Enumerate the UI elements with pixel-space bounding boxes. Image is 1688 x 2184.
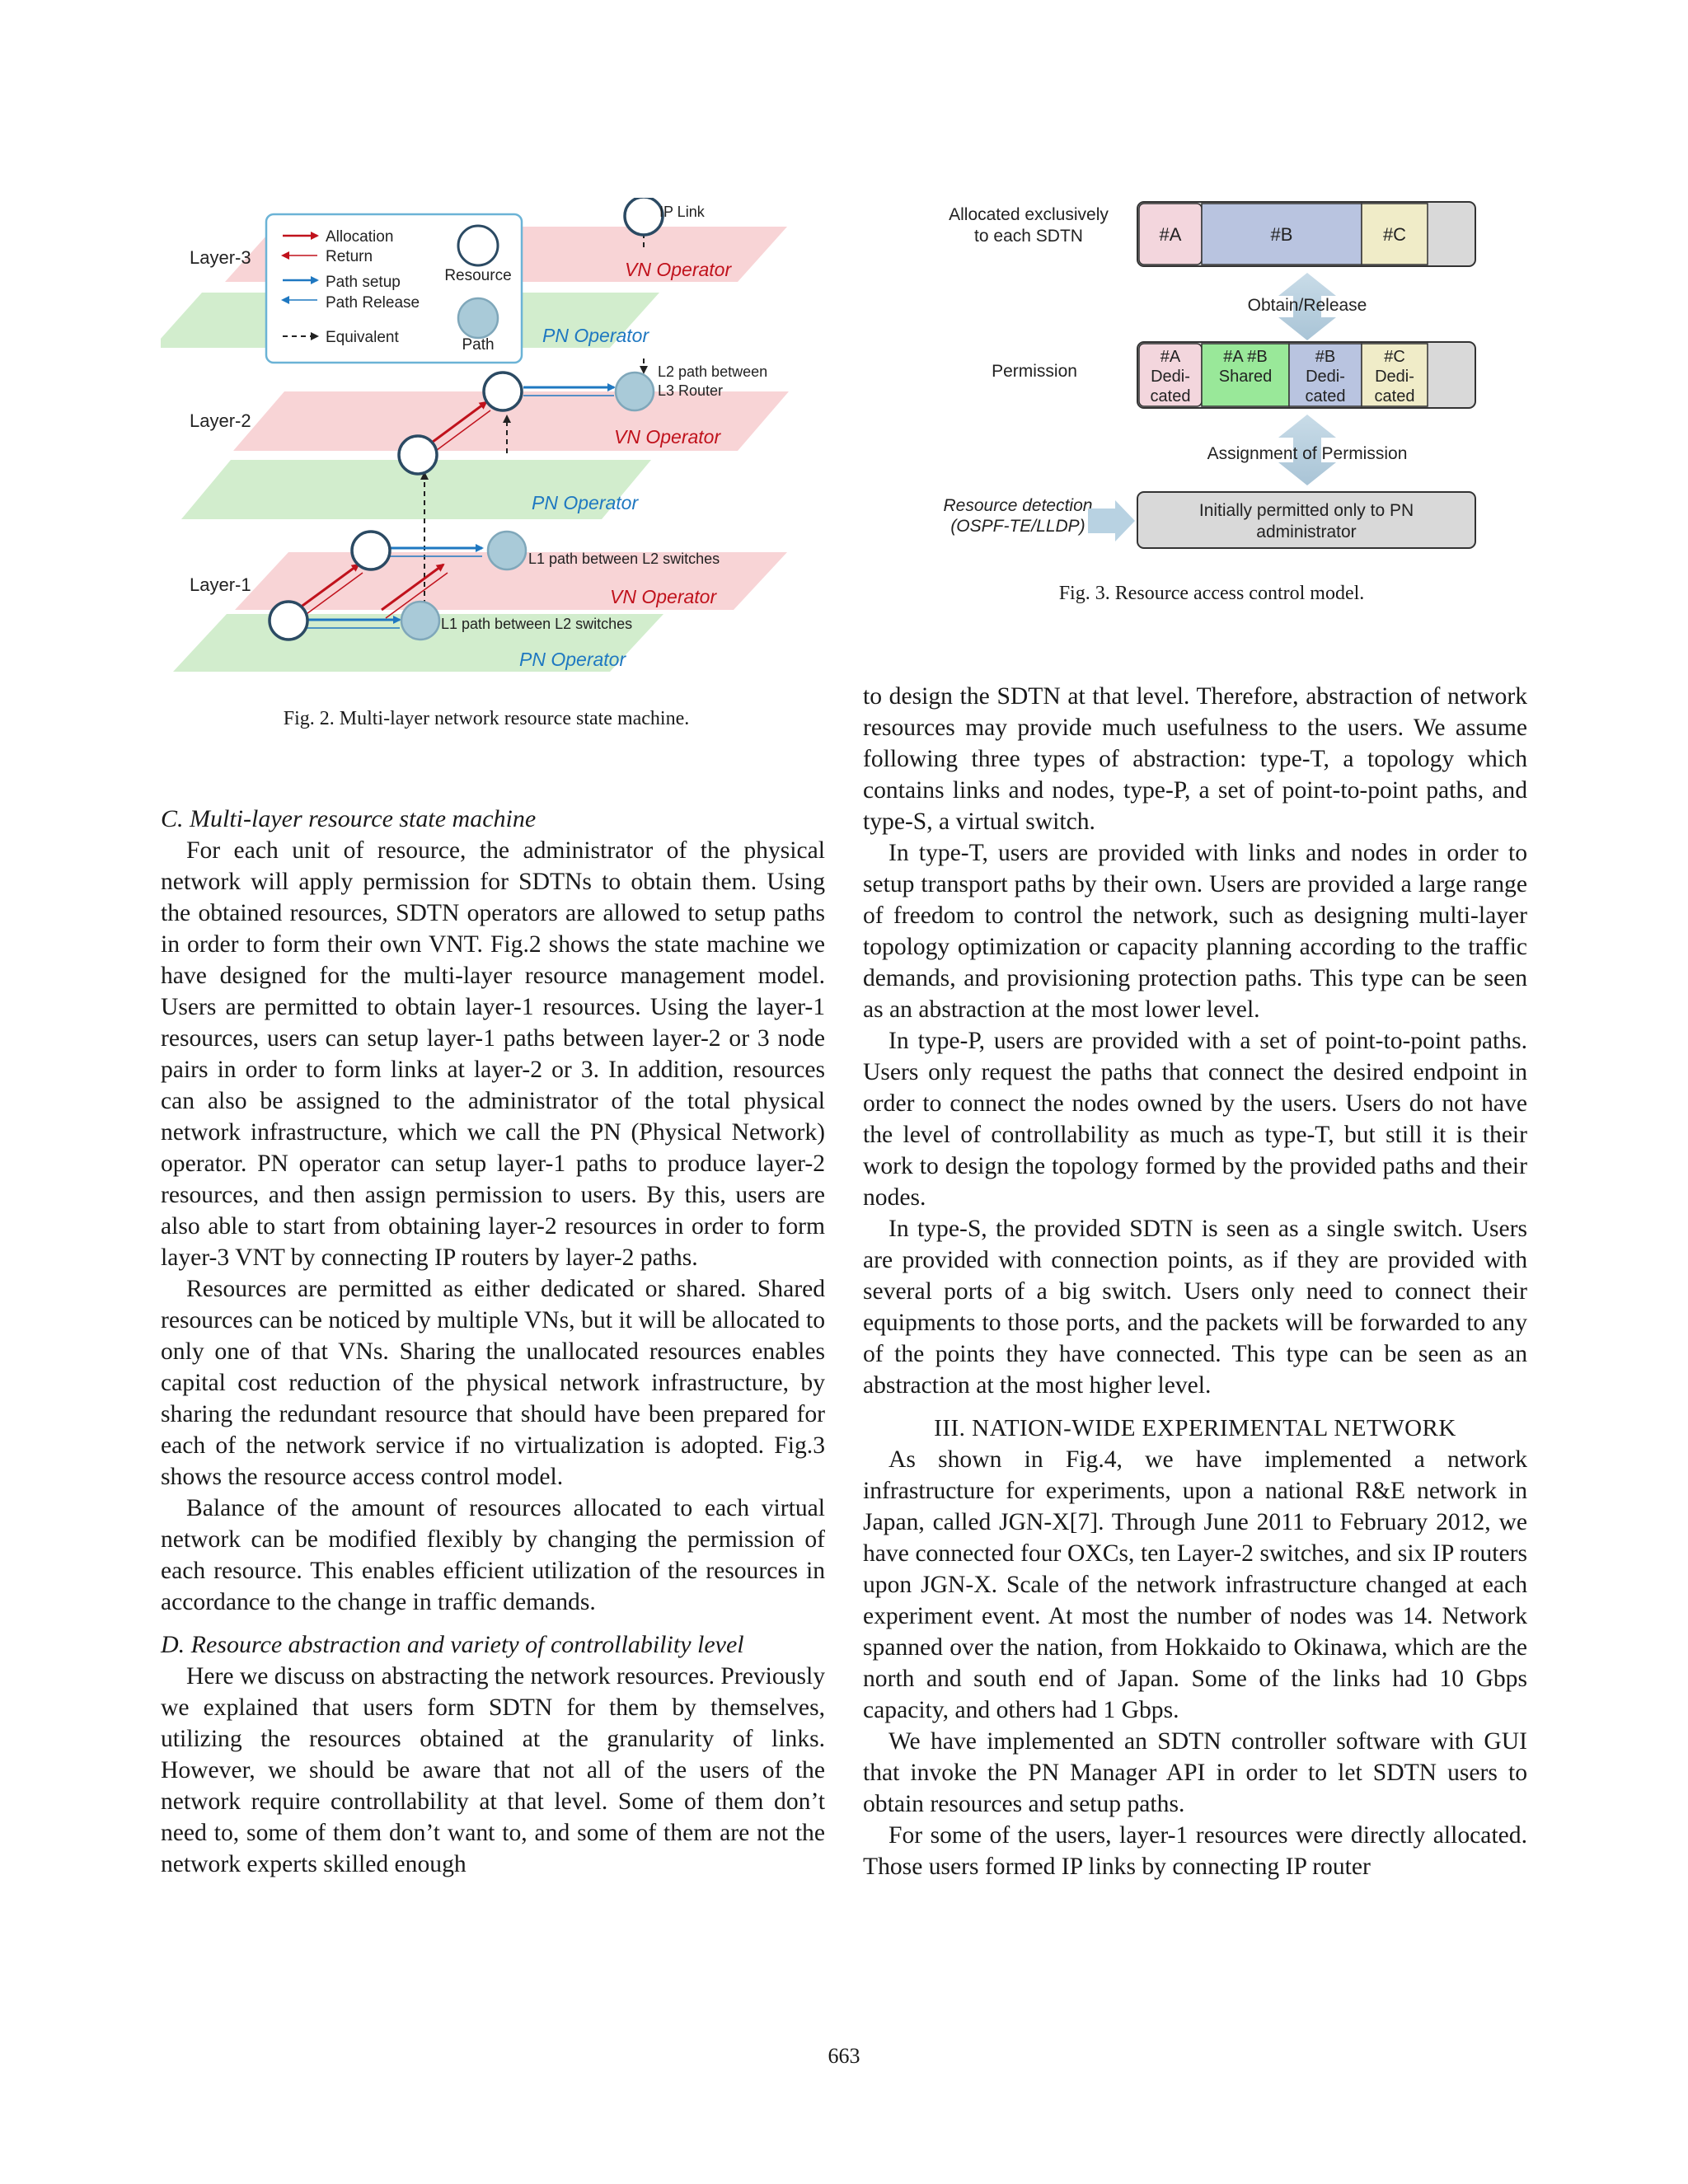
legend-equivalent: Equivalent	[326, 329, 399, 346]
permission-label: Permission	[992, 362, 1077, 381]
perm-b-line3: cated	[1305, 387, 1346, 405]
vn-operator-layer1: VN Operator	[610, 586, 717, 607]
right-paragraph-3: In type-S, the provided SDTN is seen as a single switch. Users are provided with connection points, as if they are provided with several ports of a big switch. Users only need to connect their equipments to those ports, and the packets will be forwarded to any of the points they have connected. This type can be seen as an abstraction at the most higher level.	[863, 1216, 1527, 1399]
alloc-label-1: Allocated exclusively	[949, 205, 1109, 224]
left-column	[161, 804, 825, 1880]
perm-b-line2: Dedi-	[1306, 368, 1345, 386]
assignment-label: Assignment of Permission	[1207, 444, 1408, 463]
right-paragraph-5: We have implemented an SDTN controller software with GUI that invoke the PN Manager API in order to let SDTN users to obtain resources and setup paths.	[863, 1728, 1527, 1817]
perm-ab-line1: #A #B	[1223, 348, 1268, 366]
perm-b-line1: #B	[1315, 348, 1336, 366]
alloc-a-label: #A	[1159, 224, 1182, 245]
l2-path-node	[616, 373, 654, 410]
right-column	[863, 681, 1527, 1882]
section-iii-heading: III. NATION-WIDE EXPERIMENTAL NETWORK	[934, 1415, 1456, 1441]
left-paragraph-1: For each unit of resource, the administrator of the physical network will apply permission for SDTNs to obtain them. Using the obtained resources, SDTN operators are allowed to setup paths in order to form their own VNT. Fig.2 shows the state machine we have designed for the multi-layer resource management model. Users are permitted to obtain layer-1 resources. Using the layer-1 resources, users can setup layer-1 paths between layer-2 or 3 node pairs in order to form links at layer-2 or 3. In addition, resources can also be assigned to the administrator of the total physical network infrastructure, which we call the PN (Physical Network) operator. PN operator can setup layer-1 paths to produce layer-2 resources, and then assign permission to users. By this, users are also able to start from obtaining layer-2 resources in order to form layer-3 VNT by connecting IP routers by layer-2 paths.	[161, 837, 825, 1271]
legend-resource: Resource	[444, 267, 512, 284]
left-paragraph-2: Resources are permitted as either dedicated or shared. Shared resources can be noticed by multiple VNs, but it will be allocated to only one of that VNs. Sharing the unallocated resources enables capital cost reduction of the physical network infrastructure, by sharing the redundant resource that should have been prepared for each of the network service if no virtualization is adopted. Fig.3 shows the resource access control model.	[161, 1276, 825, 1490]
ip-link-label: IP Link	[659, 204, 705, 220]
perm-a-line3: cated	[1150, 387, 1191, 405]
initial-line2: administrator	[1256, 523, 1357, 541]
perm-a-line1: #A	[1160, 348, 1181, 366]
obtain-release-label: Obtain/Release	[1247, 296, 1367, 315]
left-paragraph-3: Balance of the amount of resources allocated to each virtual network can be modified flexibly by changing the permission of each resource. This enables efficient utilization of the resources in accordance to the change in traffic demands.	[161, 1495, 825, 1615]
pn-operator-layer2: PN Operator	[532, 492, 639, 513]
alloc-c-label: #C	[1382, 224, 1407, 245]
layer1-label: Layer-1	[190, 574, 251, 595]
detect-label-1: Resource detection	[943, 496, 1093, 515]
fig2-caption: Fig. 2. Multi-layer network resource state machine.	[283, 708, 690, 729]
right-paragraph-1: In type-T, users are provided with links and nodes in order to setup transport paths by their own. Users are provided a large range of freedom to control the network, such as designing multi-layer topology optimization or capacity planning according to the traffic demands, and provisioning protection paths. This type can be seen as an abstraction at the most lower level.	[863, 840, 1527, 1023]
initial-line1: Initially permitted only to PN	[1198, 501, 1414, 520]
layer2-node-top	[484, 373, 522, 410]
alloc-b-label: #B	[1270, 224, 1293, 245]
l1-path-label-upper: L1 path between L2 switches	[528, 551, 720, 567]
legend-path-release: Path Release	[326, 294, 420, 312]
detect-arrow	[1088, 500, 1135, 541]
l2-path-label-2: L3 Router	[658, 382, 724, 399]
fig2-diagram	[161, 198, 812, 680]
l1-path-node-bottom	[401, 602, 439, 640]
perm-c-line2: Dedi-	[1375, 368, 1414, 386]
right-paragraph-0: to design the SDTN at that level. Therefore, abstraction of network resources may provide much usefulness to the users. We assume following three types of abstraction: type-T, a topology which contains links and nodes, type-P, a set of point-to-point paths, and type-S, a virtual switch.	[863, 683, 1527, 835]
alloc-label-2: to each SDTN	[974, 227, 1083, 246]
legend-path-circle	[458, 298, 498, 338]
layer2-label: Layer-2	[190, 410, 251, 431]
legend-return: Return	[326, 248, 373, 265]
pn-operator-layer1: PN Operator	[519, 649, 626, 670]
vn-operator-layer2: VN Operator	[614, 426, 721, 448]
legend-path: Path	[462, 336, 495, 354]
legend-resource-circle	[458, 226, 498, 265]
perm-c-line3: cated	[1374, 387, 1415, 405]
layer1-node-left	[270, 602, 307, 640]
fig3-caption: Fig. 3. Resource access control model.	[1058, 583, 1365, 604]
page-number: 663	[828, 2044, 860, 2068]
vn-operator-layer3: VN Operator	[625, 259, 732, 280]
pn-operator-layer3: PN Operator	[542, 325, 649, 346]
right-paragraph-6: For some of the users, layer-1 resources were directly allocated. Those users formed IP links by connecting IP router	[863, 1822, 1527, 1880]
layer2-node-left	[399, 436, 437, 474]
ip-link-node	[625, 198, 663, 235]
fig3-diagram	[919, 194, 1504, 556]
left-paragraph-4: Here we discuss on abstracting the network resources. Previously we explained that users form SDTN for them by themselves, utilizing the resources obtained at the granularity of links. However, we should be aware that not all of the users of the network require controllability at that level. Some of them don’t need to, some of them don’t want to, and some of them are not the network experts skilled enough	[161, 1663, 825, 1877]
layer1-node-top	[352, 532, 390, 569]
perm-a-line2: Dedi-	[1151, 368, 1190, 386]
legend-path-setup: Path setup	[326, 274, 401, 291]
right-paragraph-4: As shown in Fig.4, we have implemented a network infrastructure for experiments, upon a national R&E network in Japan, called JGN-X[7]. Through June 2011 to February 2012, we have connected four OXCs, ten Layer-2 switches, and six IP routers upon JGN-X. Scale of the network infrastructure changed at each experiment event. At most the number of nodes was 14. Network spanned over the nation, from Hokkaido to Okinawa, which are the north and south end of Japan. Some of the links had 10 Gbps capacity, and others had 1 Gbps.	[863, 1446, 1527, 1723]
right-paragraph-2: In type-P, users are provided with a set of point-to-point paths. Users only request the paths that connect the desired endpoint in order to connect the nodes owned by the users. Users do not have the level of controllability as much as type-T, but still it is their work to design the topology formed by the provided paths and their nodes.	[863, 1028, 1527, 1211]
section-d-heading: D. Resource abstraction and variety of controllability level	[161, 1631, 744, 1658]
l1-path-label-lower: L1 path between L2 switches	[441, 616, 633, 632]
perm-c-line1: #C	[1384, 348, 1405, 366]
l1-path-node-top	[488, 532, 526, 569]
legend-allocation: Allocation	[326, 228, 394, 246]
l2-path-label-1: L2 path between	[658, 363, 768, 380]
layer3-label: Layer-3	[190, 247, 251, 268]
section-c-heading: C. Multi-layer resource state machine	[161, 805, 537, 832]
detect-label-2: (OSPF-TE/LLDP)	[950, 517, 1085, 536]
perm-ab-line2: Shared	[1218, 368, 1273, 386]
